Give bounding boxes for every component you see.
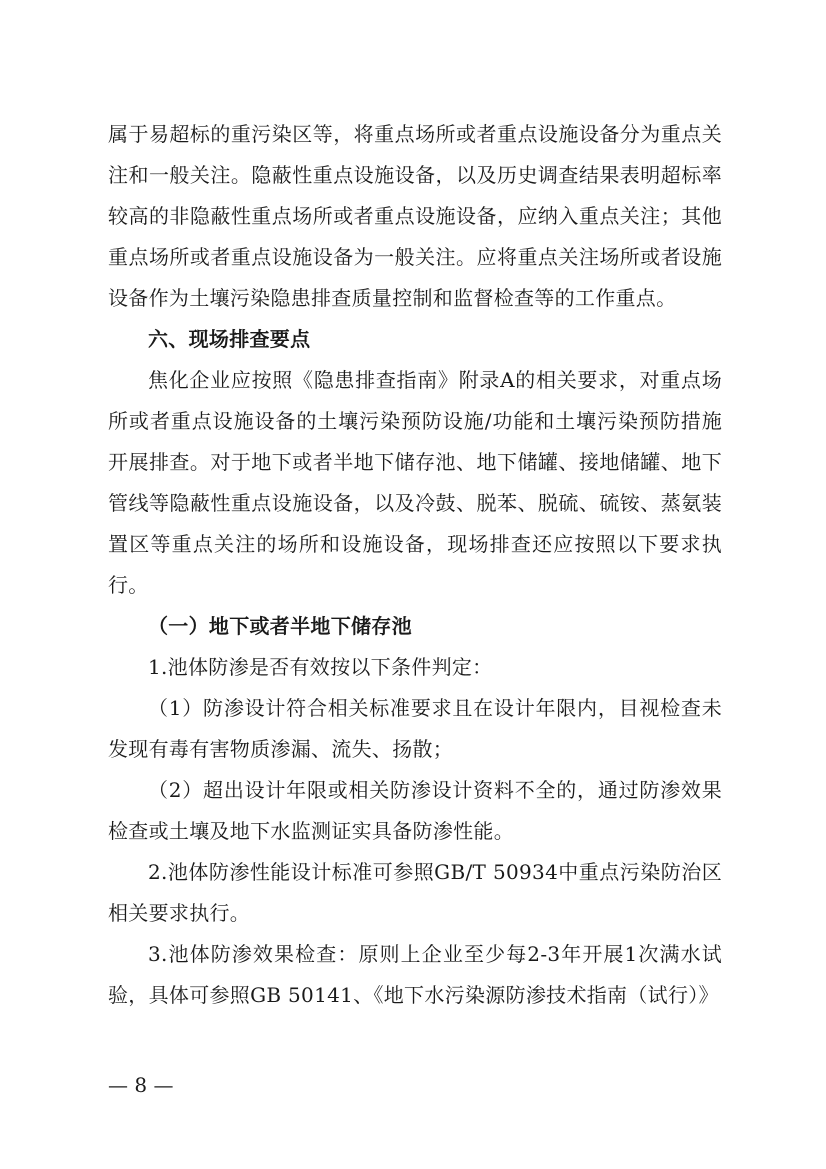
page-number: — 8 — — [108, 1073, 174, 1097]
paragraph-item-1: 1.池体防渗是否有效按以下条件判定： — [148, 655, 493, 679]
paragraph-key-focus-classification: 属于易超标的重污染区等，将重点场所或者重点设施设备分为重点关注和一般关注。隐蔽性重点设施设备，以及历史调查结果表明超标率较高的非隐蔽性重点场所或者重点设施设备，应纳入重点关注；其他重点场所或者重点设施设备为一般关注。应将重点关注场所或者设施设备作为土壤污染隐患排查质量控制和监督检查等的工作重点。 — [108, 122, 722, 310]
paragraph-item-1-1: （1）防渗设计符合相关标准要求且在设计年限内，目视检查未发现有毒有害物质渗漏、流失、扬散； — [108, 696, 722, 761]
paragraph-item-3: 3.池体防渗效果检查：原则上企业至少每2-3年开展1次满水试验，具体可参照GB 50141、《地下水污染源防渗技术指南（试行）》 — [108, 942, 722, 1007]
subsection-heading-underground-pool: （一）地下或者半地下储存池 — [148, 614, 412, 638]
body-text — [108, 114, 722, 1016]
section-heading-six: 六、现场排查要点 — [148, 327, 311, 351]
paragraph-item-1-2: （2）超出设计年限或相关防渗设计资料不全的，通过防渗效果检查或土壤及地下水监测证实具备防渗性能。 — [108, 778, 722, 843]
paragraph-item-2: 2.池体防渗性能设计标准可参照GB/T 50934中重点污染防治区相关要求执行。 — [108, 860, 722, 925]
paragraph-onsite-inspection: 焦化企业应按照《隐患排查指南》附录A的相关要求，对重点场所或者重点设施设备的土壤污染预防设施/功能和土壤污染预防措施开展排查。对于地下或者半地下储存池、地下储罐、接地储罐、地下管线等隐蔽性重点设施设备，以及冷鼓、脱苯、脱硫、硫铵、蒸氨装置区等重点关注的场所和设施设备，现场排查还应按照以下要求执行。 — [108, 368, 722, 597]
